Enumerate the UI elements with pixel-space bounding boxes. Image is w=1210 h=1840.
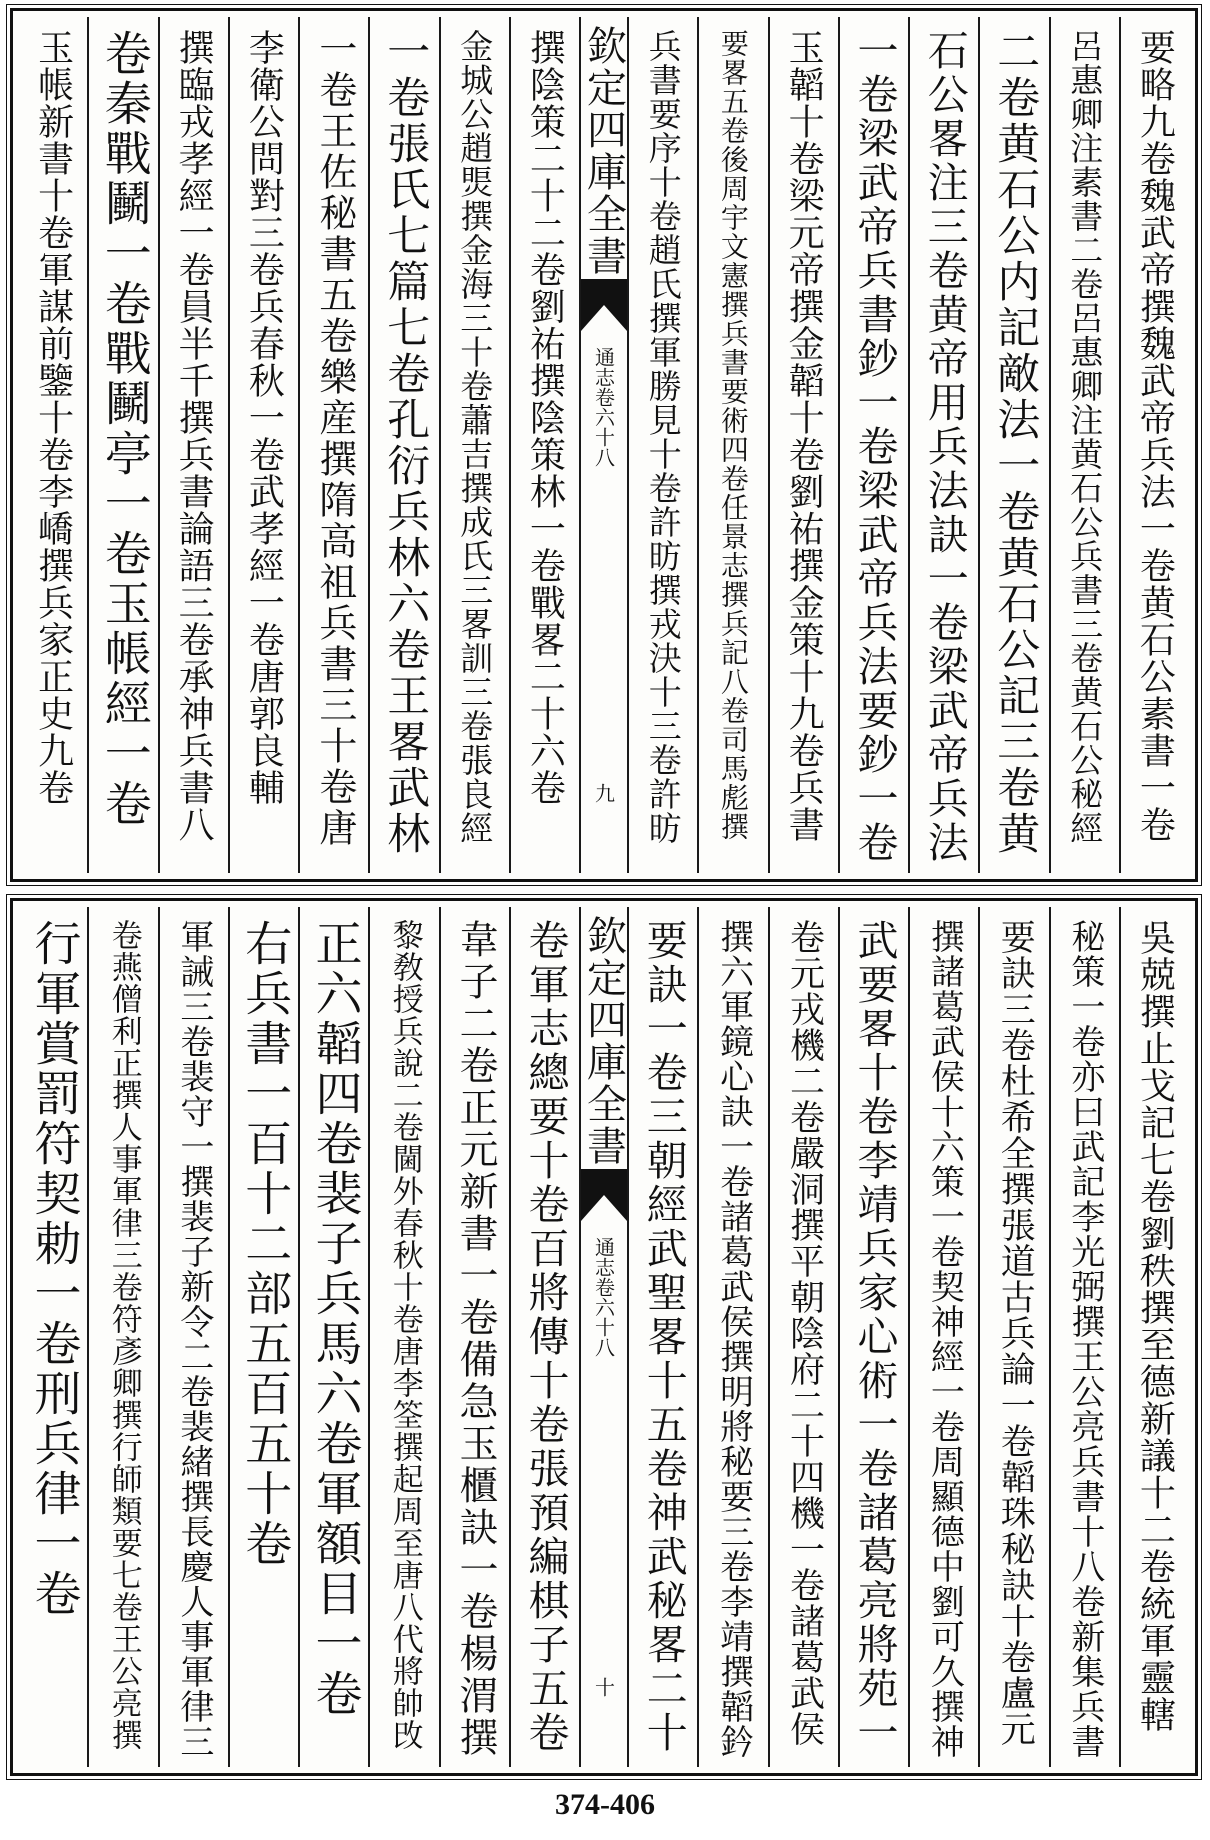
column-text: 卷元戎機二卷嚴洞撰平朝陰府二十四機一卷諸葛武侯 — [784, 919, 825, 1747]
text-column — [768, 907, 838, 1767]
page-code-footer: 374-406 — [555, 1788, 655, 1821]
upper-page-columns — [19, 17, 1189, 873]
text-column — [697, 907, 767, 1767]
text-column — [368, 17, 438, 873]
text-column — [368, 907, 438, 1767]
column-text: 韋子二卷正元新書一卷備急玉櫃訣一卷楊渭撰 — [453, 919, 498, 1759]
column-text: 行軍賞罰符契勅一卷刑兵律一卷 — [26, 919, 82, 1619]
column-text: 武要畧十卷李靖兵家心術一卷諸葛亮將苑一 — [850, 919, 899, 1755]
text-column — [838, 907, 908, 1767]
text-column — [158, 907, 228, 1767]
text-column — [158, 17, 228, 873]
text-column — [627, 17, 697, 873]
text-column — [627, 907, 697, 1767]
text-column — [1119, 17, 1189, 873]
spine-title: 欽定四庫全書 — [580, 25, 627, 277]
text-column — [697, 17, 767, 873]
column-text: 一卷梁武帝兵書鈔一卷梁武帝兵法要鈔一卷 — [850, 29, 899, 865]
text-column — [838, 17, 908, 873]
column-text: 吳兢撰止戈記七卷劉秩撰至德新議十二卷統軍靈轄 — [1134, 919, 1176, 1733]
column-text: 卷秦戰鬭一卷戰鬭亭一卷玉帳經一卷 — [96, 29, 152, 829]
column-text: 要訣三卷杜希全撰張道古兵論一卷韜珠秘訣十卷盧元 — [995, 919, 1036, 1747]
text-column — [509, 907, 579, 1767]
text-column — [768, 17, 838, 873]
text-column — [19, 17, 87, 873]
column-text: 黎敎授兵說二卷閫外春秋十卷唐李筌撰起周至唐八代將帥攺 — [386, 919, 423, 1751]
column-text: 要略九卷魏武帝撰魏武帝兵法一卷黄石公素書一卷 — [1134, 29, 1176, 843]
fish-tail-mark — [581, 279, 627, 331]
column-text: 兵書要序十卷趙氏撰軍勝見十卷許昉撰戎決十三卷許昉 — [643, 29, 683, 845]
text-column — [87, 907, 157, 1767]
column-text: 一卷張氏七篇七卷孔衍兵林六卷王畧武林 — [380, 29, 431, 857]
text-column — [439, 907, 509, 1767]
column-text: 石公畧注三卷黄帝用兵法訣一卷梁武帝兵法 — [920, 29, 969, 865]
column-text: 撰臨戎孝經一卷員半千撰兵書論語三卷承神兵書八 — [173, 29, 215, 843]
text-column — [978, 907, 1048, 1767]
text-column — [228, 907, 298, 1767]
text-column — [1049, 907, 1119, 1767]
lower-page-columns — [19, 907, 1189, 1767]
column-text: 金城公趙煚撰金海三十卷蕭吉撰成氏三畧訓三卷張良經 — [455, 29, 495, 845]
text-column — [87, 17, 157, 873]
text-column — [978, 17, 1048, 873]
text-column — [439, 17, 509, 873]
spine-page-number: 九 — [591, 783, 616, 803]
text-column — [19, 907, 87, 1767]
column-text: 軍誡三卷裴守一撰裴子新令二卷裴緒撰長慶人事軍律三 — [173, 919, 214, 1759]
text-column — [1119, 907, 1189, 1767]
column-text: 要畧五卷後周宇文憲撰兵書要術四卷任景志撰兵記八卷司馬彪撰 — [716, 29, 750, 841]
column-text: 一卷王佐秘書五卷樂産撰隋高祖兵書三十卷唐 — [312, 29, 357, 849]
column-text: 撰六軍鏡心訣一卷諸葛武侯撰明將秘要三卷李靖撰韜鈐 — [713, 919, 754, 1759]
column-text: 卷軍志總要十卷百將傳十卷張預編棋子五卷 — [521, 919, 570, 1755]
column-text: 正六韜四卷裴子兵馬六卷軍額目一卷 — [307, 919, 363, 1719]
column-text: 右兵書一百十二部五百五十卷 — [237, 919, 293, 1569]
text-column — [228, 17, 298, 873]
upper-book-page — [10, 8, 1198, 882]
column-text: 二卷黄石公内記敵法一卷黄石公記三卷黄 — [990, 29, 1041, 857]
column-text: 撰陰策二十二卷劉祐撰陰策林一卷戰畧二十六卷 — [524, 29, 566, 806]
spine-volume-note: 通志卷六十八 — [591, 347, 616, 467]
fish-tail-mark — [581, 1169, 627, 1221]
column-text: 呂惠卿注素書二卷呂惠卿注黄石公兵書三卷黄石公秘經 — [1065, 29, 1105, 845]
book-spine-center — [579, 907, 627, 1767]
column-text: 卷燕僧利正撰人事軍律三卷符彥卿撰行師類要七卷王公亮撰 — [105, 919, 142, 1751]
column-text: 玉帳新書十卷軍謀前鑒十卷李嶠撰兵家正史九卷 — [32, 29, 74, 806]
column-text: 撰諸葛武侯十六策一卷契神經一卷周顯德中劉可久撰神 — [924, 919, 965, 1759]
lower-book-page — [10, 898, 1198, 1776]
text-column — [908, 17, 978, 873]
spine-volume-note: 通志卷六十八 — [591, 1237, 616, 1357]
column-text: 要訣一卷三朝經武聖畧十五卷神武秘畧二十 — [639, 919, 688, 1755]
column-text: 李衛公問對三卷兵春秋一卷武孝經一卷唐郭良輔 — [243, 29, 285, 806]
column-text: 玉韜十卷梁元帝撰金韜十卷劉祐撰金策十九卷兵書 — [783, 29, 825, 843]
spine-page-number: 十 — [591, 1677, 616, 1697]
text-column — [908, 907, 978, 1767]
text-column — [298, 17, 368, 873]
text-column — [1049, 17, 1119, 873]
book-spine-center — [579, 17, 627, 873]
text-column — [509, 17, 579, 873]
text-column — [298, 907, 368, 1767]
spine-title: 欽定四庫全書 — [580, 915, 627, 1167]
column-text: 秘策一卷亦曰武記李光弼撰王公亮兵書十八卷新集兵書 — [1064, 919, 1105, 1759]
